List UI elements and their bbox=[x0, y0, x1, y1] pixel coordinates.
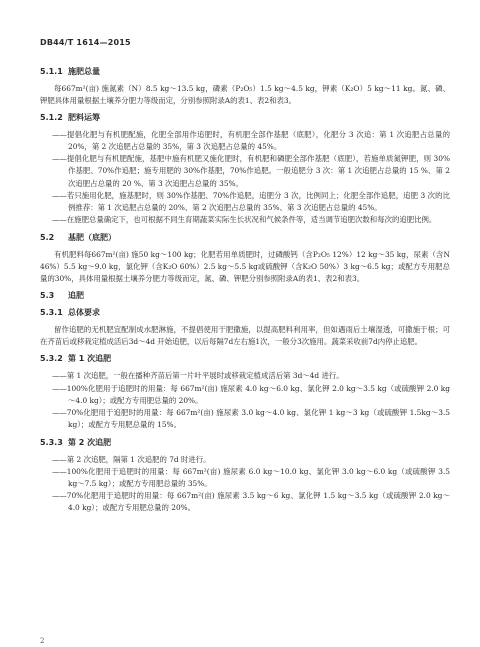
section-heading bbox=[40, 112, 450, 123]
document-code-header: DB44/T 1614—2015 bbox=[40, 38, 131, 47]
section-5-1-1 bbox=[40, 66, 450, 107]
list-item: ——在施肥总量确定下，也可根据不同生育期蔬菜实际生长状况和气候条件等，适当调节追肥次数和每次的追肥比例。 bbox=[52, 214, 437, 224]
section-heading bbox=[40, 290, 450, 301]
section-title: 基肥（底肥） bbox=[68, 232, 116, 242]
section-heading bbox=[40, 437, 450, 448]
section-5-3-3 bbox=[40, 437, 450, 514]
list-item: ——若只施用化肥，施基肥时，则 30%作基肥、70%作追肥，追肥分 3 次，比例同上；化肥全部作追肥，追肥 3 次的比例推荐：第 1 次追肥占总量的 20%、第 2 次追肥占总量的 35%、第 3 次追肥占总量的 45%。 bbox=[52, 190, 450, 212]
page-number: 2 bbox=[40, 637, 45, 645]
list-item: ——100%化肥用于追肥时的用量：每 667m²(亩) 施尿素 6.0 kg～10.0 kg、氯化钾 3.0 kg～6.0 kg（或硫酸钾 3.5 kg～7.5 kg）；或配方专用肥总量的 35%。 bbox=[52, 466, 450, 489]
section-title: 总体要求 bbox=[68, 308, 100, 318]
list-item: ——70%化肥用于追肥时的用量：每 667m²(亩) 施尿素 3.5 kg～6 kg、氯化钾 1.5 kg～3.5 kg（或硫酸钾 2.0 kg～4.0 kg）；或配方专用肥总量的 20%。 bbox=[52, 491, 450, 513]
section-5-1-2 bbox=[40, 112, 450, 232]
paragraph: 有机肥料每667m²(亩) 施50 kg～100 kg；化肥若用单质肥时，过磷酸钙（含P₂O₅ 12%）12 kg～35 kg，尿素（含N 46%）5.5 kg～9.0 kg，氯化钾（含K₂O 60%）2.5 kg～5.5 kg或硫酸钾（含K₂O 50%）3 kg～6.5 kg；或配方专用肥总量的30%，具体用量根据土壤养分肥力等级而定，氮、磷、钾肥分别参照附录A的表1、表2和表3。 bbox=[40, 249, 450, 284]
paragraph: 每667m²(亩) 施氮素（N）8.5 kg～13.5 kg，磷素（P₂O₅）1.5 kg～4.5 kg，钾素（K₂O）5 kg～11 kg。氮、磷、钾肥具体用量根据土壤养分肥力等级而定，分别参照附录A的表1、表2和表3。 bbox=[40, 84, 450, 106]
section-title: 第 1 次追肥 bbox=[68, 354, 112, 364]
paragraph: 留作追肥的无机肥宜配制成水肥淋施，不提倡使用干肥撒施，以提高肥料利用率，但如遇雨后土壤湿透，可撒施于根；可在齐苗后或移栽定植成活后3d～4d 开始追肥，以后每隔7d左右施1次，一般分3次施用。蔬菜采收前7d内停止追肥。 bbox=[40, 325, 450, 347]
section-number: 5.3 bbox=[40, 291, 55, 301]
section-number: 5.1.1 bbox=[40, 67, 63, 76]
section-title: 第 2 次追肥 bbox=[68, 437, 112, 447]
section-heading bbox=[40, 232, 450, 243]
section-title: 肥料运筹 bbox=[68, 113, 100, 123]
list-item: ——70%化肥用于追肥时的用量：每 667m²(亩) 施尿素 3.0 kg～4.0 kg、氯化钾 1 kg～3 kg（或硫酸钾 1.5kg～3.5 kg）；或配方专用肥总量的 15%。 bbox=[52, 407, 450, 429]
list-item: ——提倡化肥与有机肥配施，基肥中施有机肥又施化肥时，有机肥和磷肥全部作基肥（底肥），若施单质氮钾肥，则 30%作基肥、70%作追肥；施专用肥的 30%作基肥，70%作追肥。一般追肥分 3 次：第 1 次追肥占总量的 15 %、第 2 次追肥占总量的 20 %、第 3 次追肥占总量的 35%。 bbox=[52, 154, 450, 188]
section-number: 5.3.1 bbox=[40, 308, 63, 318]
section-heading bbox=[40, 307, 450, 318]
section-title: 施肥总量 bbox=[68, 67, 100, 76]
section-number: 5.2 bbox=[40, 232, 55, 242]
section-5-3-1 bbox=[40, 307, 450, 348]
section-number: 5.3.2 bbox=[40, 354, 63, 364]
section-heading bbox=[40, 66, 450, 77]
section-number: 5.1.2 bbox=[40, 113, 63, 123]
list-item: ——第 1 次追肥，一般在播种齐苗后第一片叶平展时或移栽定植成活后第 3d～4d 进行。 bbox=[52, 371, 344, 381]
section-5-2 bbox=[40, 232, 450, 285]
list-item: ——100%化肥用于追肥时的用量：每 667m²(亩) 施尿素 4.0 kg～6.0 kg、氯化钾 2.0 kg～3.5 kg（或硫酸钾 2.0 kg～4.0 kg）；或配方专用肥总量的 20%。 bbox=[52, 383, 450, 405]
list-item: ——提倡化肥与有机肥配施，化肥全部用作追肥时，有机肥全部作基肥（底肥），化肥分 3 次追：第 1 次追肥占总量的 20%，第 2 次追肥占总量的 35%，第 3 次追肥占总量的 45%。 bbox=[52, 130, 450, 152]
list-item: ——第 2 次追肥，隔第 1 次追肥的 7d 时进行。 bbox=[52, 454, 211, 464]
section-heading bbox=[40, 353, 450, 364]
section-5-3-2 bbox=[40, 353, 450, 436]
section-title: 追肥 bbox=[68, 291, 84, 301]
section-5-3 bbox=[40, 290, 450, 301]
section-number: 5.3.3 bbox=[40, 437, 63, 447]
